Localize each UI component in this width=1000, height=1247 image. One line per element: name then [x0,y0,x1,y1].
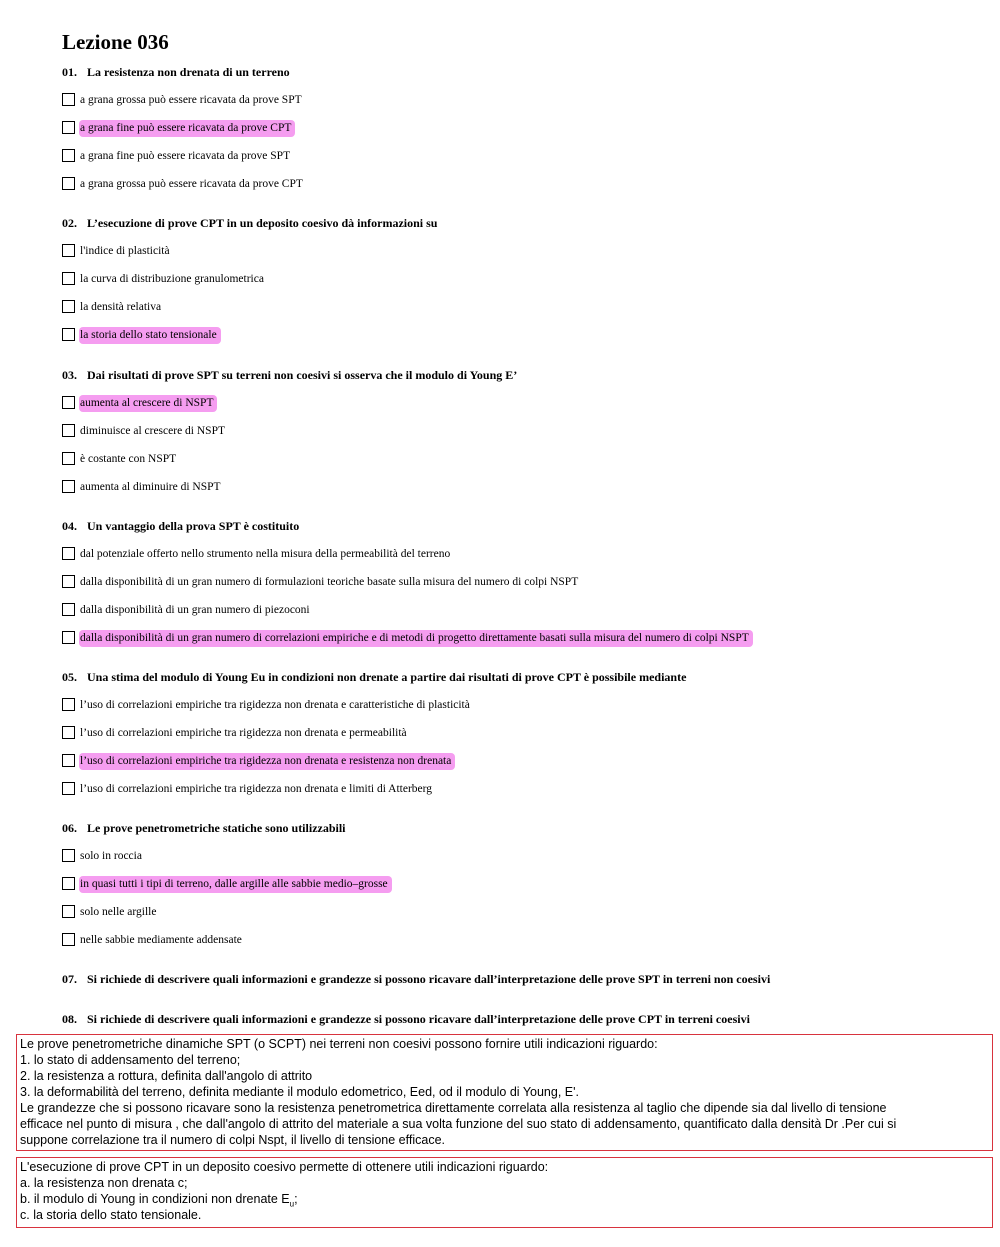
option-checkbox[interactable] [62,905,75,918]
option-label-highlighted: a grana fine può essere ricavata da prove CPT [79,120,295,137]
question-prompt: Una stima del modulo di Young Eu in condizioni non drenate a partire dai risultati di prove CPT è possibile mediante [87,670,687,684]
answer-text: b. il modulo di Young in condizioni non drenate E [20,1192,290,1206]
answer-option[interactable] [62,848,962,866]
question-text [62,216,962,231]
answer-line: c. la storia dello stato tensionale. [20,1208,202,1222]
answer-line [20,1191,989,1207]
option-checkbox[interactable] [62,177,75,190]
option-label-highlighted: in quasi tutti i tipi di terreno, dalle argille alle sabbie medio–grosse [79,876,392,893]
answer-option[interactable] [62,876,962,894]
answer-option[interactable] [62,243,962,261]
answer-option[interactable] [62,299,962,317]
answer-line: 2. la resistenza a rottura, definita dall'angolo di attrito [20,1069,313,1083]
page-title: Lezione 036 [62,30,169,54]
answer-line: efficace nel punto di misura , che dall'angolo di attrito del materiale a sua volta funzione del suo stato di addensamento, quantificato dalla densità Dr .Per cui si [20,1117,897,1131]
answer-option[interactable] [62,574,962,592]
option-checkbox[interactable] [62,149,75,162]
option-checkbox[interactable] [62,603,75,616]
question-text [62,821,962,836]
option-label: l’uso di correlazioni empiriche tra rigidezza non drenata e caratteristiche di plasticità [80,699,470,711]
answer-option[interactable] [62,602,962,620]
question-text [62,670,962,685]
question-number: 02. [62,216,77,230]
answer-option[interactable] [62,904,962,922]
answer-option[interactable] [62,176,962,194]
answer-box-cpt [16,1157,993,1228]
option-label: l'indice di plasticità [80,245,170,257]
answer-box-spt [16,1034,993,1151]
option-label-highlighted: aumenta al crescere di NSPT [79,395,217,412]
answer-option[interactable] [62,697,962,715]
option-checkbox[interactable] [62,93,75,106]
option-checkbox[interactable] [62,754,75,767]
option-label: la densità relativa [80,301,162,313]
answer-option[interactable] [62,753,962,771]
question-03 [62,368,962,497]
answer-line: 3. la deformabilità del terreno, definita mediante il modulo edometrico, Eed, od il modulo di Young, E'. [20,1085,579,1099]
option-label: a grana grossa può essere ricavata da prove SPT [80,94,302,106]
option-label: a grana fine può essere ricavata da prove SPT [80,150,291,162]
question-02 [62,216,962,345]
answer-line: 1. lo stato di addensamento del terreno; [20,1053,241,1067]
answer-option[interactable] [62,451,962,469]
answer-line: suppone correlazione tra il numero di colpi Nspt, il livello di tensione efficace. [20,1133,445,1147]
option-checkbox[interactable] [62,698,75,711]
question-06 [62,821,962,950]
question-number: 06. [62,821,77,835]
question-08 [62,1012,962,1027]
subscript: u [289,1199,295,1209]
option-label: l’uso di correlazioni empiriche tra rigidezza non drenata e limiti di Atterberg [80,783,433,795]
option-checkbox[interactable] [62,328,75,341]
option-label: a grana grossa può essere ricavata da prove CPT [80,178,303,190]
question-number: 05. [62,670,77,684]
question-07 [62,972,962,987]
option-checkbox[interactable] [62,877,75,890]
question-prompt: Un vantaggio della prova SPT è costituito [87,519,300,533]
option-label: dal potenziale offerto nello strumento nella misura della permeabilità del terreno [80,548,451,560]
question-number: 01. [62,65,77,79]
answer-option[interactable] [62,932,962,950]
question-05 [62,670,962,799]
question-text [62,368,962,383]
option-label: solo nelle argille [80,906,157,918]
option-label: solo in roccia [80,850,142,862]
option-checkbox[interactable] [62,631,75,644]
question-text [62,65,962,80]
question-prompt: Dai risultati di prove SPT su terreni non coesivi si osserva che il modulo di Young E’ [87,368,518,382]
option-label-highlighted: l’uso di correlazioni empiriche tra rigidezza non drenata e resistenza non drenata [79,753,455,770]
question-prompt: Si richiede di descrivere quali informazioni e grandezze si possono ricavare dall’interpretazione delle prove SPT in terreni non coesivi [87,972,771,986]
answer-option[interactable] [62,395,962,413]
option-label: dalla disponibilità di un gran numero di piezoconi [80,604,310,616]
option-checkbox[interactable] [62,782,75,795]
answer-line: Le grandezze che si possono ricavare sono la resistenza penetrometrica direttamente correlata alla resistenza al taglio che dipende sia dal livello di tensione [20,1101,887,1115]
question-number: 07. [62,972,77,986]
answer-option[interactable] [62,546,962,564]
answer-line: L'esecuzione di prove CPT in un deposito coesivo permette di ottenere utili indicazioni riguardo: [20,1160,549,1174]
answer-option[interactable] [62,271,962,289]
question-text [62,972,962,987]
question-number: 04. [62,519,77,533]
option-checkbox[interactable] [62,424,75,437]
option-label-highlighted: dalla disponibilità di un gran numero di correlazioni empiriche e di metodi di progetto direttamente basati sulla misura del numero di colpi NSPT [79,630,753,647]
answer-option[interactable] [62,148,962,166]
option-checkbox[interactable] [62,726,75,739]
option-checkbox[interactable] [62,452,75,465]
answer-line: a. la resistenza non drenata c; [20,1176,188,1190]
answer-option[interactable] [62,120,962,138]
option-label: dalla disponibilità di un gran numero di formulazioni teoriche basate sulla misura del numero di colpi NSPT [80,576,579,588]
option-checkbox[interactable] [62,121,75,134]
option-checkbox[interactable] [62,272,75,285]
question-prompt: Si richiede di descrivere quali informazioni e grandezze si possono ricavare dall’interpretazione delle prove CPT in terreni coesivi [87,1012,750,1026]
question-number: 03. [62,368,77,382]
option-checkbox[interactable] [62,396,75,409]
option-label: aumenta al diminuire di NSPT [80,481,221,493]
answer-option[interactable] [62,781,962,799]
option-label: la curva di distribuzione granulometrica [80,273,264,285]
answer-line: Le prove penetrometriche dinamiche SPT (o SCPT) nei terreni non coesivi possono fornire utili indicazioni riguardo: [20,1037,658,1051]
option-label: nelle sabbie mediamente addensate [80,934,242,946]
option-checkbox[interactable] [62,300,75,313]
option-checkbox[interactable] [62,547,75,560]
option-checkbox[interactable] [62,244,75,257]
question-text [62,1012,962,1027]
option-label-highlighted: la storia dello stato tensionale [79,327,221,344]
answer-option[interactable] [62,327,962,345]
answer-option[interactable] [62,630,962,648]
answer-option[interactable] [62,92,962,110]
answer-option[interactable] [62,423,962,441]
answer-text: ; [294,1192,298,1206]
question-01 [62,65,962,194]
question-prompt: Le prove penetrometriche statiche sono utilizzabili [87,821,346,835]
question-number: 08. [62,1012,77,1026]
option-label: è costante con NSPT [80,453,177,465]
answer-option[interactable] [62,479,962,497]
option-label: diminuisce al crescere di NSPT [80,425,225,437]
option-label: l’uso di correlazioni empiriche tra rigidezza non drenata e permeabilità [80,727,407,739]
question-04 [62,519,962,648]
question-prompt: La resistenza non drenata di un terreno [87,65,290,79]
option-checkbox[interactable] [62,933,75,946]
option-checkbox[interactable] [62,849,75,862]
answer-option[interactable] [62,725,962,743]
option-checkbox[interactable] [62,575,75,588]
option-checkbox[interactable] [62,480,75,493]
question-prompt: L’esecuzione di prove CPT in un deposito coesivo dà informazioni su [87,216,438,230]
question-text [62,519,962,534]
